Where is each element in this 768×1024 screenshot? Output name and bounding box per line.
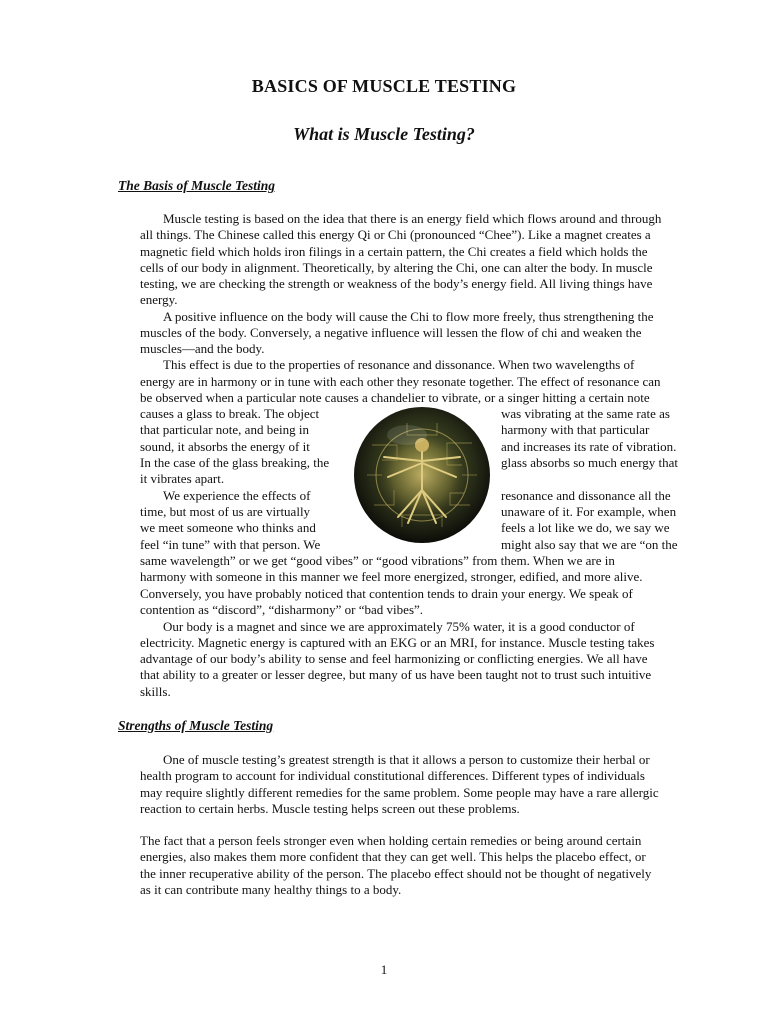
text-line: may require slightly different remedies for the same problem. Some people may have a rare allergic	[140, 785, 659, 800]
section-heading-strengths: Strengths of Muscle Testing	[118, 718, 274, 733]
page-subtitle: What is Muscle Testing?	[293, 124, 475, 144]
text-line: magnetic field which holds iron filings in a certain pattern, the Chi creates a field which holds the	[140, 244, 648, 259]
text-line: time, but most of us are virtually	[140, 504, 311, 519]
text-line: We experience the effects of	[163, 488, 311, 503]
text-line: causes a glass to break. The object	[140, 406, 320, 421]
text-line: resonance and dissonance all the	[501, 488, 671, 503]
text-line: The fact that a person feels stronger even when holding certain remedies or being around certain	[140, 833, 642, 848]
text-line: A positive influence on the body will cause the Chi to flow more freely, thus strengthening the	[163, 309, 654, 324]
text-line: all things. The Chinese called this energy Qi or Chi (pronounced “Chee”). Like a magnet creates a	[140, 227, 651, 242]
section-heading-basis: The Basis of Muscle Testing	[118, 178, 276, 193]
text-line: feels a lot like we do, we say we	[501, 520, 670, 535]
text-line: electricity. Magnetic energy is captured with an EKG or an MRI, for instance. Muscle testing takes	[140, 635, 655, 650]
vitruvian-man-sphere-icon	[352, 405, 492, 545]
text-line: might also say that we are “on the	[501, 537, 678, 552]
text-line: we meet someone who thinks and	[140, 520, 316, 535]
text-line: This effect is due to the properties of resonance and dissonance. When two wavelengths of	[163, 357, 635, 372]
text-line: cells of our body in alignment. Theoretically, by altering the Chi, one can alter the body. In muscle	[140, 260, 653, 275]
text-line: advantage of our body’s ability to sense and feel harmonizing or conflicting energies. We all have	[140, 651, 648, 666]
text-line: muscles—and the body.	[140, 341, 265, 356]
text-line: it vibrates apart.	[140, 471, 225, 486]
text-line: harmony with someone in this manner we feel more energized, stronger, edified, and more alive.	[140, 569, 643, 584]
text-line: Conversely, you have probably noticed that contention tends to drain your energy. We speak of	[140, 586, 633, 601]
text-line: feel “in tune” with that person. We	[140, 537, 321, 552]
text-line: Our body is a magnet and since we are approximately 75% water, it is a good conductor of	[163, 619, 635, 634]
text-line: sound, it absorbs the energy of it	[140, 439, 310, 454]
text-line: glass absorbs so much energy that	[501, 455, 679, 470]
text-line: health program to account for individual constitutional differences. Different types of individuals	[140, 768, 645, 783]
text-line: be observed when a particular note causes a chandelier to vibrate, or a singer hitting a certain note	[140, 390, 650, 405]
text-line: that particular note, and being in	[140, 422, 309, 437]
text-line: muscles of the body. Conversely, a negative influence will lessen the flow of chi and weaken the	[140, 325, 642, 340]
text-line: In the case of the glass breaking, the	[140, 455, 330, 470]
text-line: harmony with that particular	[501, 422, 650, 437]
page-title: BASICS OF MUSCLE TESTING	[251, 76, 517, 96]
text-line: as it can contribute many healthy things to a body.	[140, 882, 402, 897]
text-line: energy.	[140, 292, 178, 307]
text-line: energy are in harmony or in tune with each other they resonate together. The effect of resonance can	[140, 374, 661, 389]
text-line: the inner recuperative ability of the person. The placebo effect should not be thought of negatively	[140, 866, 652, 881]
text-line: testing, we are checking the strength or weakness of the body’s energy field. All living things have	[140, 276, 653, 291]
text-line: same wavelength” or we get “good vibes” or “good vibrations” from them. When we are in	[140, 553, 615, 568]
text-line: and increases its rate of vibration.	[501, 439, 677, 454]
text-line: unaware of it. For example, when	[501, 504, 677, 519]
text-line: skills.	[140, 684, 171, 699]
text-line: energies, also makes them more confident that they can get well. This helps the placebo effect, or	[140, 849, 646, 864]
text-line: contention as “discord”, “disharmony” or “bad vibes”.	[140, 602, 424, 617]
page-number: 1	[380, 962, 388, 977]
text-line: reaction to certain herbs. Muscle testing helps screen out these problems.	[140, 801, 520, 816]
text-line: Muscle testing is based on the idea that there is an energy field which flows around and through	[163, 211, 662, 226]
text-line: was vibrating at the same rate as	[501, 406, 670, 421]
text-line: that ability to a greater or lesser degree, but many of us have been taught not to trust such intuitive	[140, 667, 652, 682]
text-line: One of muscle testing’s greatest strength is that it allows a person to customize their herbal or	[163, 752, 650, 767]
